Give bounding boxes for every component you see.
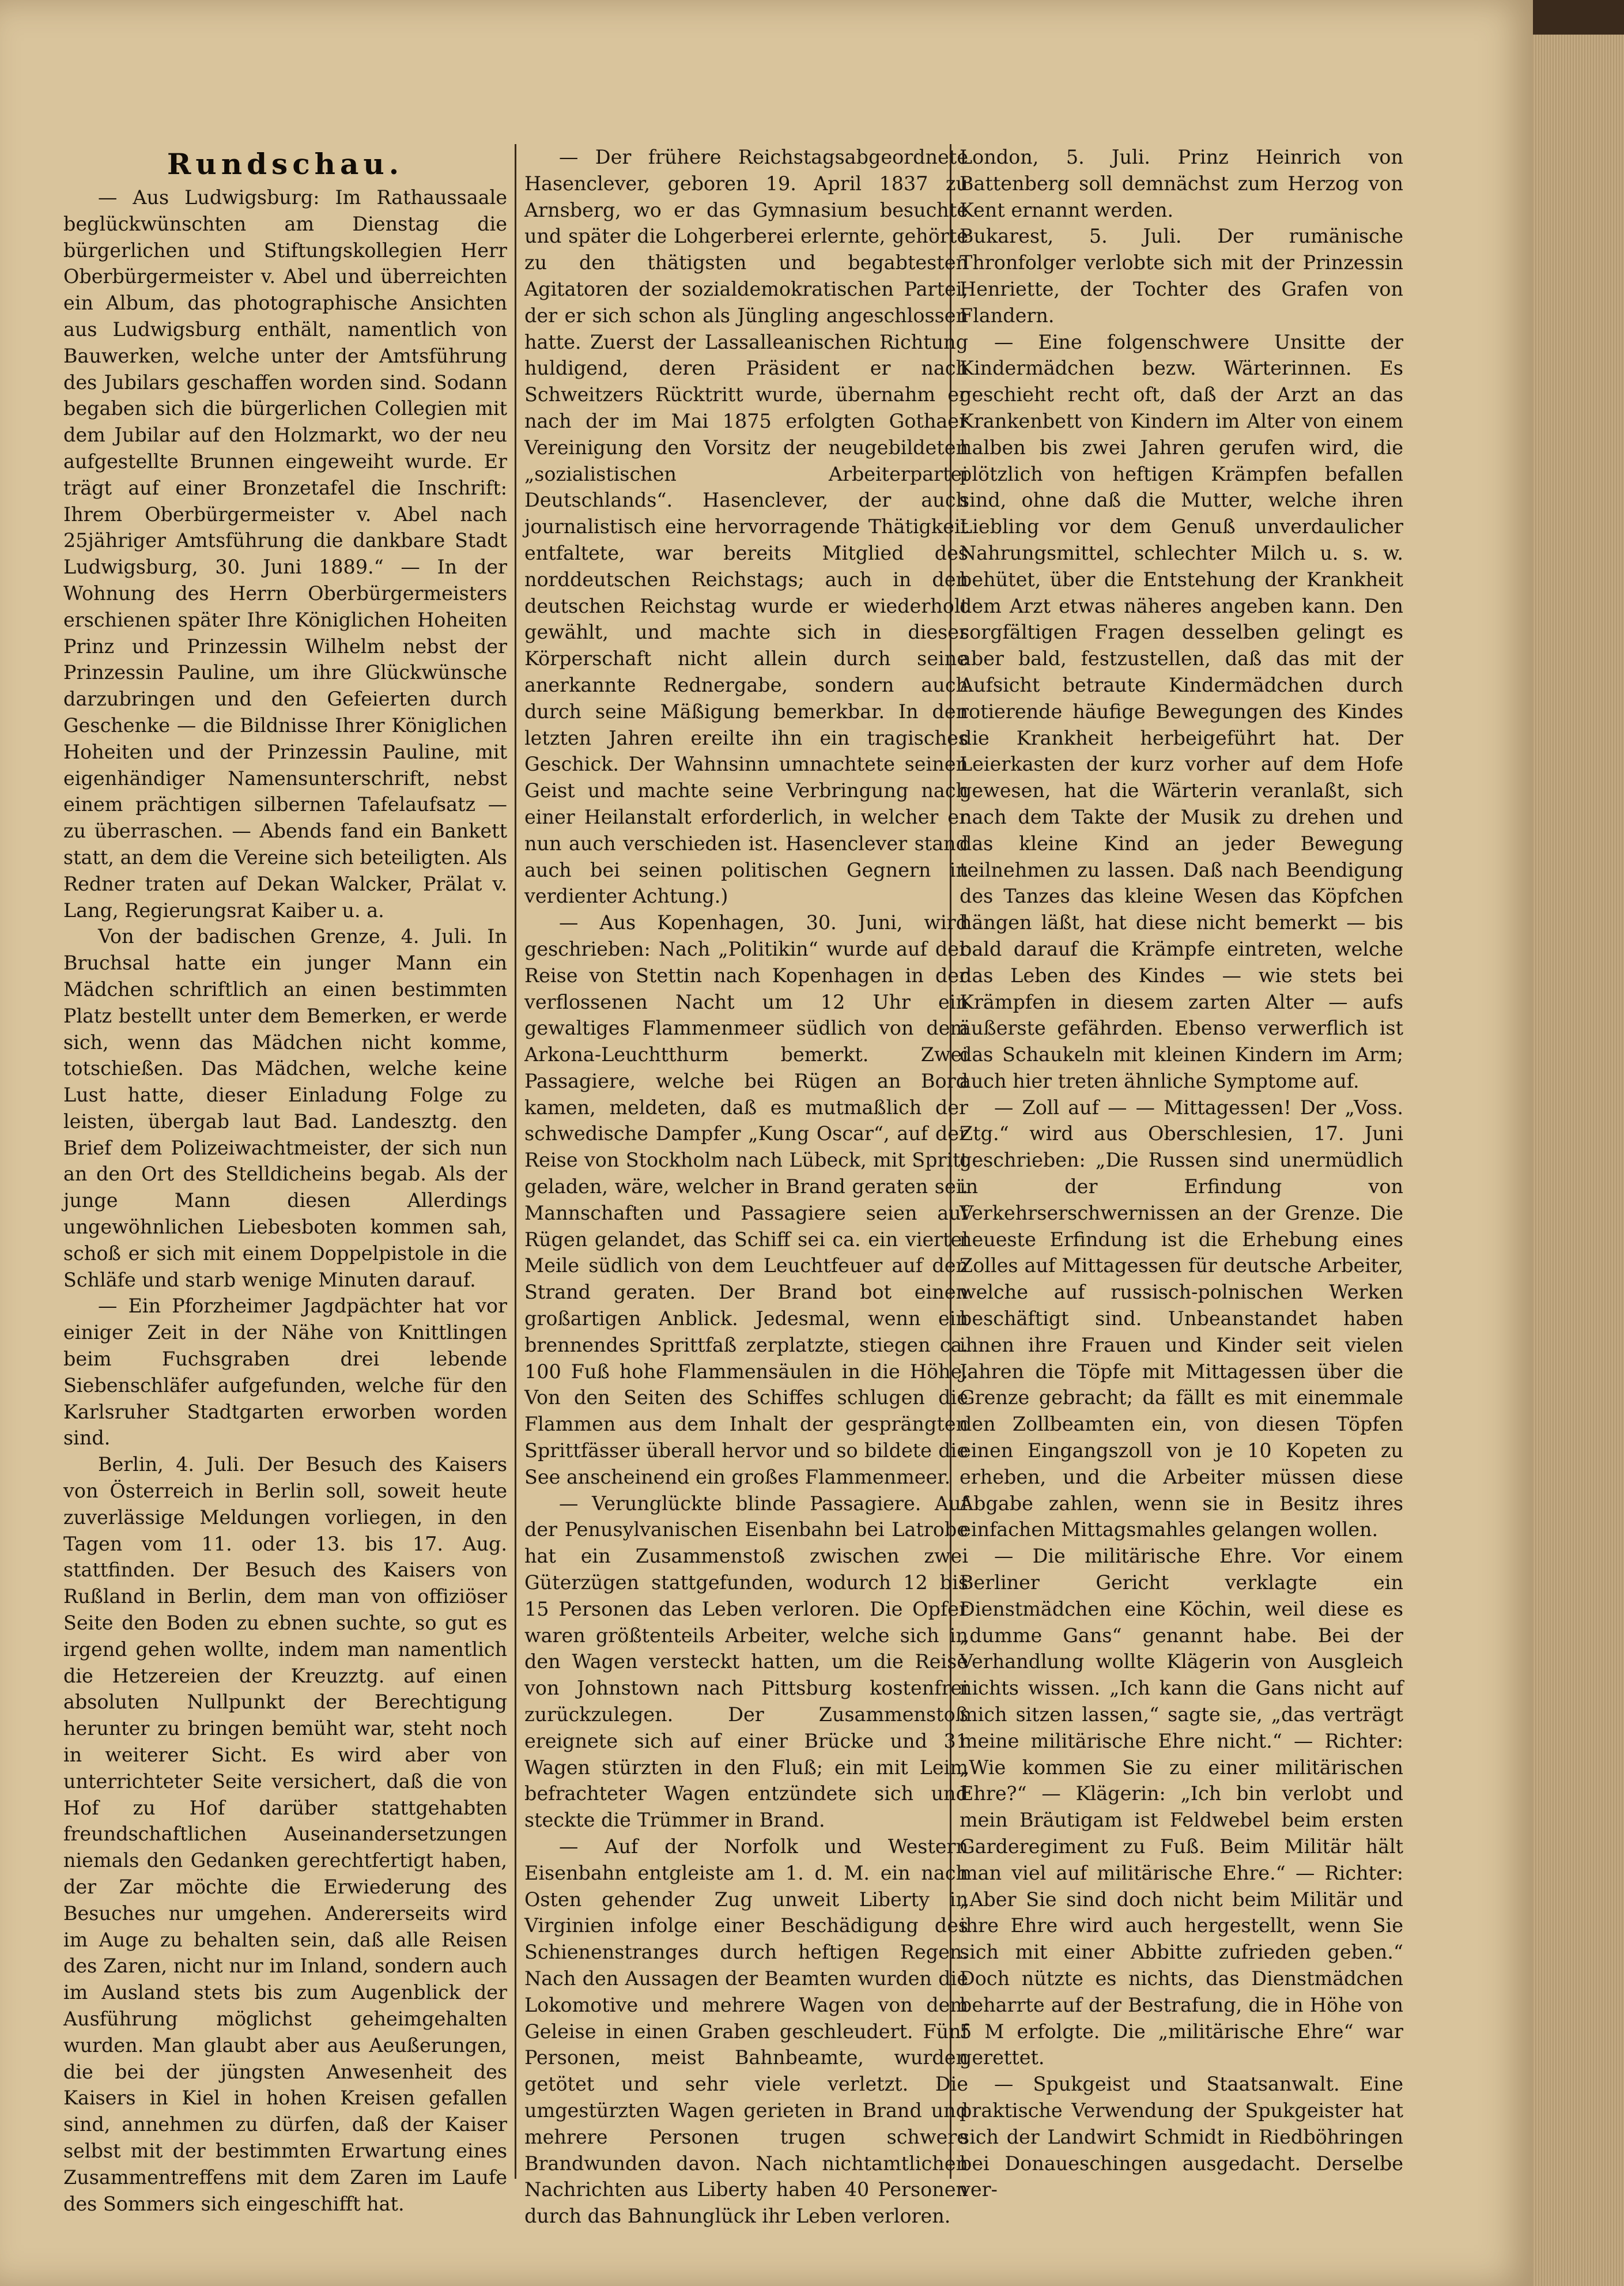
article: — Aus Ludwigsburg: Im Rathaussaale beglückwünschten am Dienstag die bürgerlichen und Stiftungskollegien Herr Oberbürgermeister v. Abel und überreichten ein Album, das photographische Ansichten aus Ludwigsburg enthält, namentlich von Bauwerken, welche unter der Amtsführung des Jubilars geschaffen worden sind. Sodann begaben sich die bürgerlichen Collegien mit dem Jubilar auf den Holzmarkt, wo der neu aufgestellte Brunnen eingeweiht wurde. Er trägt auf einer Bronzetafel die Inschrift: Ihrem Oberbürgermeister v. Abel nach 25jähriger Amtsführung die dankbare Stadt Ludwigsburg, 30. Juni 1889.“ — In der Wohnung des Herrn Oberbürgermeisters erschienen später Ihre Königlichen Hoheiten Prinz und Prinzessin Wilhelm nebst der Prinzessin Pauline, um ihre Glückwünsche darzubringen und den Gefeierten durch Geschenke — die Bildnisse Ihrer Königlichen Hoheiten und der Prinzessin Pauline, mit eigenhändiger Namensunterschrift, nebst einem prächtigen silbernen Tafelaufsatz — zu überraschen. — Abends fand ein Bankett statt, an dem die Vereine sich beteiligten. Als Redner traten auf Dekan Walcker, Prälat v. Lang, Regierungsrat Kaiber u. a. (63, 186, 507, 922)
section-heading: Rundschau. (167, 147, 404, 181)
column-1 (63, 184, 507, 2217)
article: — Der frühere Reichstagsabgeordnete Hasenclever, geboren 19. April 1837 zu Arnsberg, wo er das Gymnasium besuchte und später die Lohgerberei erlernte, gehörte zu den thätigsten und begabtesten Agitatoren der sozialdemokratischen Partei, der er sich schon als Jüngling angeschlossen hatte. Zuerst der Lassalleanischen Richtung huldigend, deren Präsident er nach Schweitzers Rücktritt wurde, übernahm er nach der im Mai 1875 erfolgten Gothaer Vereinigung den Vorsitz der neugebildeten „sozialistischen Arbeiterpartei Deutschlands“. Hasenclever, der auch journalistisch eine hervorragende Thätigkeit entfaltete, war bereits Mitglied des norddeutschen Reichstags; auch in den deutschen Reichstag wurde er wiederholt gewählt, und machte sich in dieser Körperschaft nicht allein durch seine anerkannte Rednergabe, sondern auch durch seine Mäßigung bemerkbar. In den letzten Jahren ereilte ihn ein tragisches Geschick. Der Wahnsinn umnachtete seinen Geist und machte seine Verbringung nach einer Heilanstalt erforderlich, in welcher er nun auch verschieden ist. Hasenclever stand auch bei seinen politischen Gegnern in verdienter Achtung.) (524, 146, 968, 908)
article: — Auf der Norfolk und Western Eisenbahn entgleiste am 1. d. M. ein nach Osten gehender Zug unweit Liberty in Virginien infolge einer Beschädigung des Schienenstranges durch heftigen Regen. Nach den Aussagen der Beamten wurden die Lokomotive und mehrere Wagen von dem Geleise in einen Graben geschleudert. Fünf Personen, meist Bahnbeamte, wurden getötet und sehr viele verletzt. Die umgestürzten Wagen gerieten in Brand und mehrere Personen trugen schwere Brandwunden davon. Nach nichtamtlichen Nachrichten aus Liberty haben 40 Personen durch das Bahnunglück ihr Leben verloren. (524, 1835, 968, 2228)
article: Berlin, 4. Juli. Der Besuch des Kaisers von Österreich in Berlin soll, soweit heute zuverlässige Meldungen vorliegen, in den Tagen vom 11. oder 13. bis 17. Aug. stattfinden. Der Besuch des Kaisers von Rußland in Berlin, dem man von offiziöser Seite den Boden zu ebnen suchte, so gut es irgend gehen wollte, indem man namentlich die Hetzereien der Kreuzztg. auf einen absoluten Nullpunkt der Berechtigung herunter zu bringen bemüht war, steht noch in weiterer Sicht. Es wird aber von unterrichteter Seite versichert, daß die von Hof zu Hof darüber stattgehabten freundschaftlichen Auseinandersetzungen niemals den Gedanken gerechtfertigt haben, der Zar möchte die Erwiederung des Besuches nur umgehen. Andererseits wird im Auge zu behalten sein, daß alle Reisen des Zaren, nicht nur im Inland, sondern auch im Ausland stets bis zum Augenblick der Ausführung möglichst geheimgehalten wurden. Man glaubt aber aus Aeußerungen, die bei der jüngsten Anwesenheit des Kaisers in Kiel in hohen Kreisen gefallen sind, annehmen zu dürfen, daß der Kaiser selbst mit der bestimmten Erwartung eines Zusammentreffens mit dem Zaren im Laufe des Sommers sich eingeschifft hat. (63, 1453, 507, 2215)
article: London, 5. Juli. Prinz Heinrich von Battenberg soll demnächst zum Herzog von Kent ernannt werden. (960, 146, 1403, 221)
page-edges (1533, 35, 1624, 2286)
article: Bukarest, 5. Juli. Der rumänische Thronfolger verlobte sich mit der Prinzessin Henriette, der Tochter des Grafen von Flandern. (960, 225, 1403, 327)
article: — Zoll auf — — Mittagessen! Der „Voss. Ztg.“ wird aus Oberschlesien, 17. Juni geschrieben: „Die Russen sind unermüdlich in der Erfindung von Verkehrserschwernissen an der Grenze. Die neueste Erfindung ist die Erhebung eines Zolles auf Mittagessen für deutsche Arbeiter, welche auf russisch-polnischen Werken beschäftigt sind. Unbeanstandet haben ihnen ihre Frauen und Kinder seit vielen Jahren die Töpfe mit Mittagessen über die Grenze gebracht; da fällt es mit einemmale den Zollbeamten ein, von diesen Töpfen einen Eingangszoll von je 10 Kopeten zu erheben, und die Arbeiter müssen diese Abgabe zahlen, wenn sie in Besitz ihres einfachen Mittagsmahles gelangen wollen. (960, 1096, 1403, 1541)
column-3 (960, 144, 1403, 2203)
article: — Eine folgenschwere Unsitte der Kindermädchen bezw. Wärterinnen. Es geschieht recht oft, daß der Arzt an das Krankenbett von Kindern im Alter von einem halben bis zwei Jahren gerufen wird, die plötzlich von heftigen Krämpfen befallen sind, ohne daß die Mutter, welche ihren Liebling vor dem Genuß unverdaulicher Nahrungsmittel, schlechter Milch u. s. w. behütet, über die Entstehung der Krankheit dem Arzt etwas näheres angeben kann. Den sorgfältigen Fragen desselben gelingt es aber bald, festzustellen, daß das mit der Aufsicht betraute Kindermädchen durch rotierende häufige Bewegungen des Kindes die Krankheit herbeigeführt hat. Der Leierkasten der kurz vorher auf dem Hofe gewesen, hat die Wärterin veranlaßt, sich nach dem Takte der Musik zu drehen und das kleine Kind an jeder Bewegung teilnehmen zu lassen. Daß nach Beendigung des Tanzes das kleine Wesen das Köpfchen hängen läßt, hat diese nicht bemerkt — bis bald darauf die Krämpfe eintreten, welche das Leben des Kindes — wie stets bei Krämpfen in diesem zarten Alter — aufs äußerste gefährden. Ebenso verwerflich ist das Schaukeln mit kleinen Kindern im Arm; auch hier treten ähnliche Symptome auf. (960, 330, 1403, 1092)
column-rule (515, 144, 516, 2179)
article: — Die militärische Ehre. Vor einem Berliner Gericht verklagte ein Dienstmädchen eine Köchin, weil diese es „dumme Gans“ genannt habe. Bei der Verhandlung wollte Klägerin von Ausgleich nichts wissen. „Ich kann die Gans nicht auf mich sitzen lassen,“ sagte sie, „das verträgt meine militärische Ehre nicht.“ — Richter: „Wie kommen Sie zu einer militärischen Ehre?“ — Klägerin: „Ich bin verlobt und mein Bräutigam ist Feldwebel beim ersten Garderegiment zu Fuß. Beim Militär hält man viel auf militärische Ehre.“ — Richter: „Aber Sie sind doch nicht beim Militär und ihre Ehre wird auch hergestellt, wenn Sie sich mit einer Abbitte zufrieden geben.“ Doch nützte es nichts, das Dienstmädchen beharrte auf der Bestrafung, die in Höhe von 5 M erfolgte. Die „militärische Ehre“ war gerettet. (960, 1545, 1403, 2069)
article: — Spukgeist und Staatsanwalt. Eine praktische Verwendung der Spukgeister hat sich der Landwirt Schmidt in Riedböhringen bei Donaueschingen ausgedacht. Derselbe ver- (960, 2073, 1403, 2201)
article: — Aus Kopenhagen, 30. Juni, wird geschrieben: Nach „Politikin“ wurde auf der Reise von Stettin nach Kopenhagen in der verflossenen Nacht um 12 Uhr ein gewaltiges Flammenmeer südlich von dem Arkona-Leuchtthurm bemerkt. Zwei Passagiere, welche bei Rügen an Bord kamen, meldeten, daß es mutmaßlich der schwedische Dampfer „Kung Oscar“, auf der Reise von Stockholm nach Lübeck, mit Spritt geladen, wäre, welcher in Brand geraten sei. Mannschaften und Passagiere seien auf Rügen gelandet, das Schiff sei ca. ein viertel Meile südlich von dem Leuchtfeuer auf den Strand geraten. Der Brand bot einen großartigen Anblick. Jedesmal, wenn ein brennendes Sprittfaß zerplatzte, stiegen ca. 100 Fuß hohe Flammensäulen in die Höhe. Von den Seiten des Schiffes schlugen die Flammen aus dem Inhalt der gesprängten Sprittfässer überall hervor und so bildete die See anscheinend ein großes Flammenmeer. (524, 911, 968, 1488)
article: — Verunglückte blinde Passagiere. Auf der Penusylvanischen Eisenbahn bei Latrobe hat ein Zusammenstoß zwischen zwei Güterzügen stattgefunden, wodurch 12 bis 15 Personen das Leben verloren. Die Opfer waren größtenteils Arbeiter, welche sich in den Wagen versteckt hatten, um die Reise von Johnstown nach Pittsburg kostenfrei zurückzulegen. Der Zusammenstoß ereignete sich auf einer Brücke und 31 Wagen stürzten in den Fluß; ein mit Leim befrachteter Wagen entzündete sich und steckte die Trümmer in Brand. (524, 1492, 968, 1832)
article: Von der badischen Grenze, 4. Juli. In Bruchsal hatte ein junger Mann ein Mädchen schriftlich an einen bestimmten Platz bestellt unter dem Bemerken, er werde sich, wenn das Mädchen nicht komme, totschießen. Das Mädchen, welche keine Lust hatte, dieser Einladung Folge zu leisten, übergab laut Bad. Landesztg. den Brief dem Polizeiwachtmeister, der sich nun an den Ort des Stelldicheins begab. Als der junge Mann diesen Allerdings ungewöhnlichen Liebesboten kommen sah, schoß er sich mit einem Doppelpistole in die Schläfe und starb wenige Minuten darauf. (63, 925, 507, 1291)
column-2 (524, 144, 968, 2230)
article: — Ein Pforzheimer Jagdpächter hat vor einiger Zeit in der Nähe von Knittlingen beim Fuchsgraben drei lebende Siebenschläfer aufgefunden, welche für den Karlsruher Stadtgarten erworben worden sind. (63, 1295, 507, 1450)
